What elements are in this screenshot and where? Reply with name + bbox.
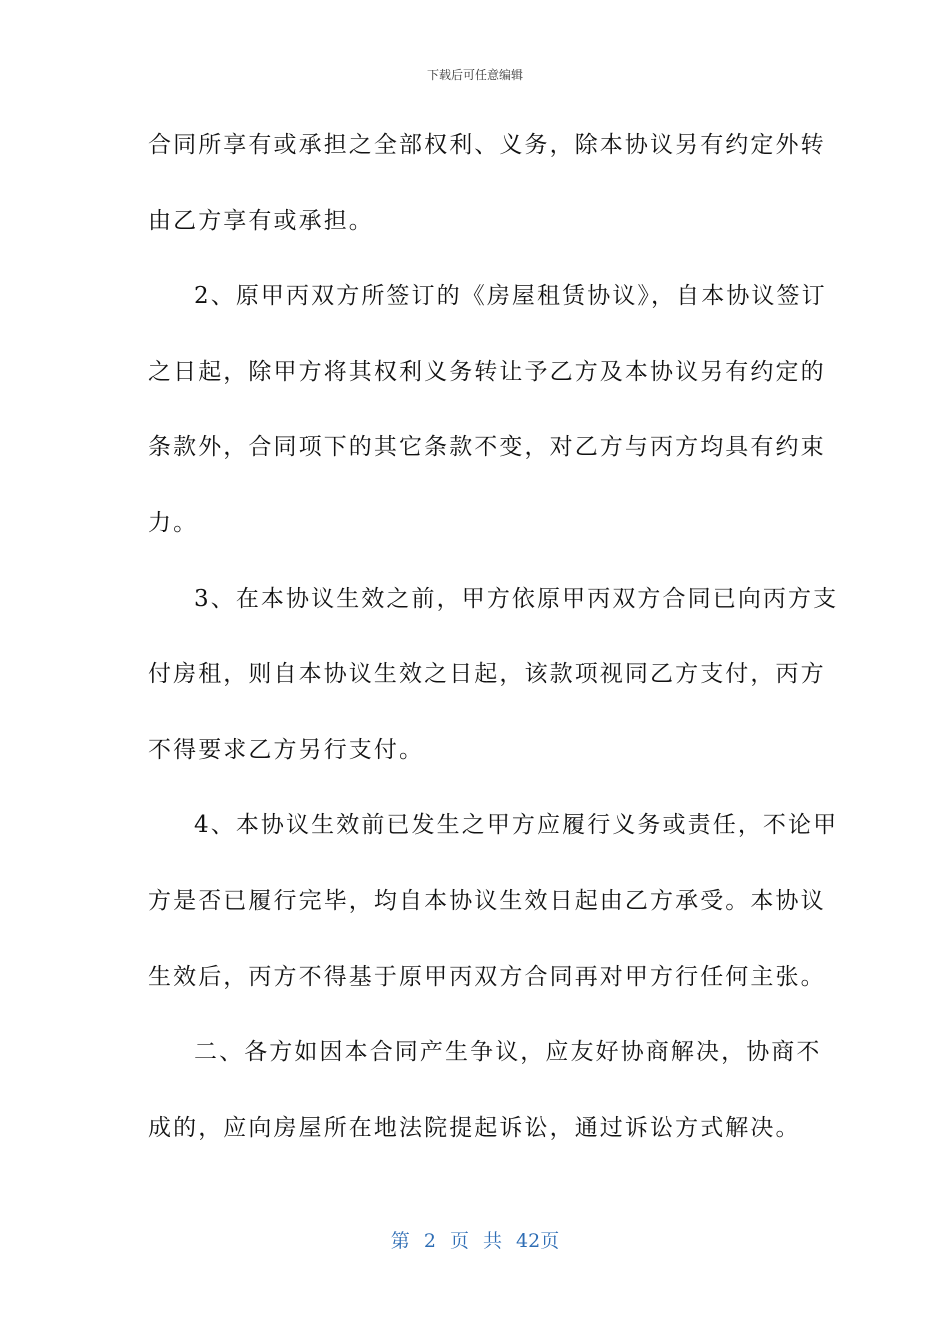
text-line: 方是否已履行完毕，均自本协议生效日起由乙方承受。本协议 [148,887,826,914]
text-line: 不得要求乙方另行支付。 [148,736,425,763]
page-number: 第 2 页 共 42页 [390,1230,560,1252]
text-line: 条款外，合同项下的其它条款不变，对乙方与丙方均具有约束 [148,434,826,461]
clause-3-start: 3、在本协议生效之前，甲方依原甲丙双方合同已向丙方支 [194,585,839,612]
text-line: 付房租，则自本协议生效之日起，该款项视同乙方支付，丙方 [148,661,826,688]
text-line: 由乙方享有或承担。 [148,207,374,234]
text-line: 力。 [148,509,199,536]
section-2-start: 二、各方如因本合同产生争议，应友好协商解决，协商不 [194,1039,822,1066]
text-line: 之日起，除甲方将其权利义务转让予乙方及本协议另有约定的 [148,358,826,385]
header-note: 下载后可任意编辑 [426,68,523,82]
text-line: 生效后，丙方不得基于原甲丙双方合同再对甲方行任何主张。 [148,963,826,990]
document-body [148,126,839,1184]
clause-2-start: 2、原甲丙双方所签订的《房屋租赁协议》，自本协议签订 [194,283,827,310]
text-line: 合同所享有或承担之全部权利、义务，除本协议另有约定外转 [148,132,826,158]
text-line: 成的，应向房屋所在地法院提起诉讼，通过诉讼方式解决。 [148,1114,801,1141]
clause-4-start: 4、本协议生效前已发生之甲方应履行义务或责任，不论甲 [194,812,839,839]
